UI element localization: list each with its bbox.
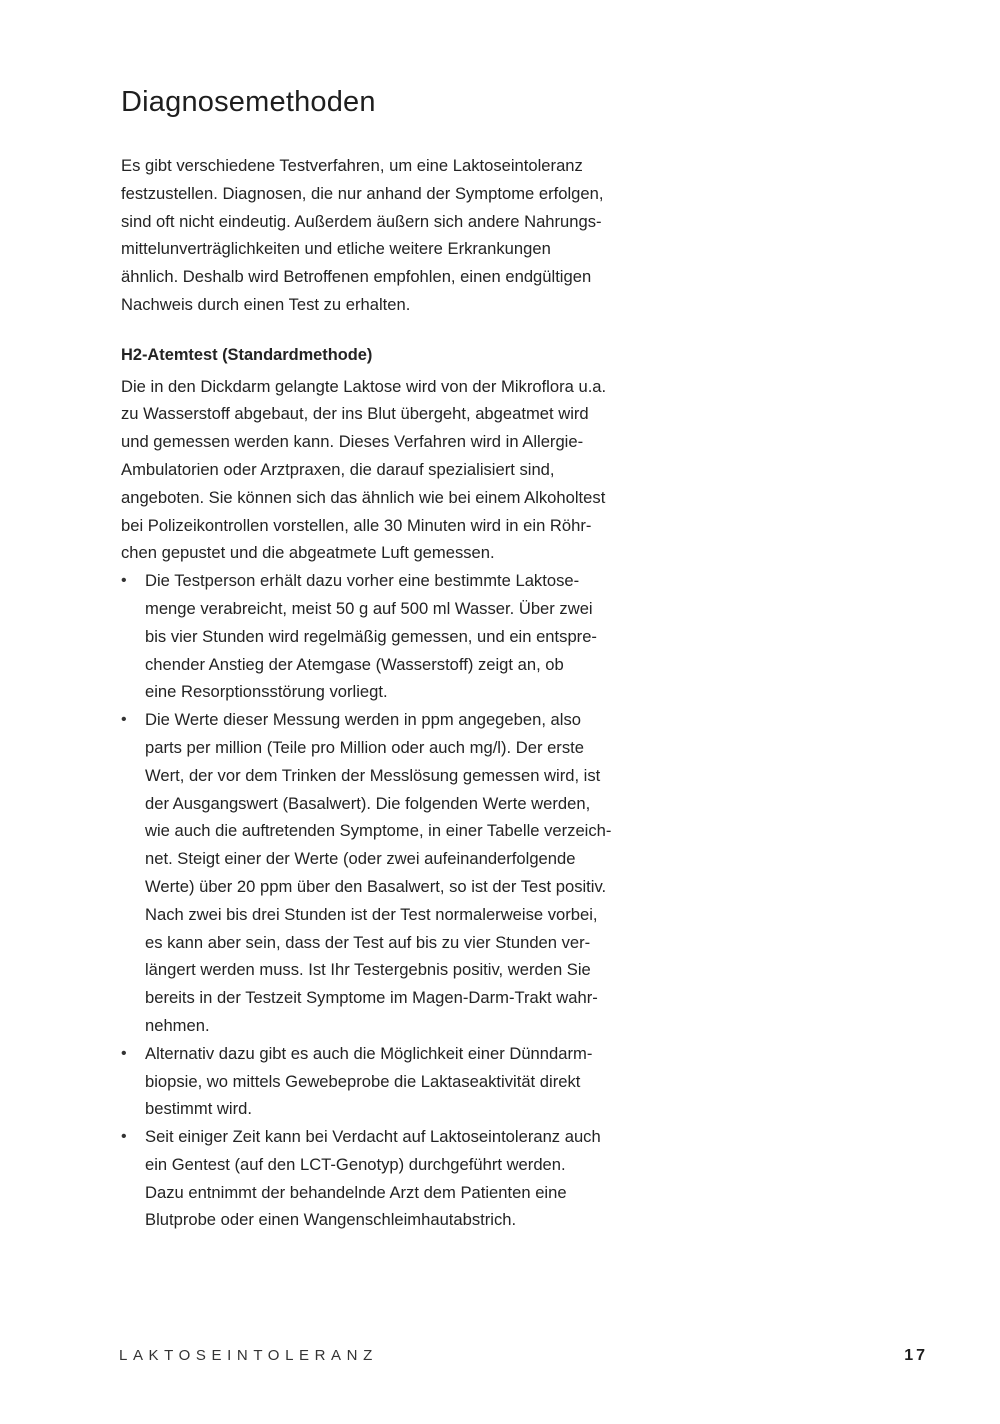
- section-line: zu Wasserstoff abgebaut, der ins Blut übergeht, abgeatmet wird: [121, 404, 589, 424]
- bullet-item: [121, 1040, 681, 1123]
- intro-line: festzustellen. Diagnosen, die nur anhand der Symptome erfolgen,: [121, 183, 604, 203]
- section-line: und gemessen werden kann. Dieses Verfahren wird in Allergie-: [121, 432, 584, 452]
- bullet-line: Die Testperson erhält dazu vorher eine bestimmte Laktose-: [145, 571, 580, 591]
- intro-line: mittelunverträglichkeiten und etliche weitere Erkrankungen: [121, 239, 551, 259]
- bullet-item: [121, 706, 681, 1040]
- bullet-line: nehmen.: [145, 1015, 210, 1035]
- bullet-line: es kann aber sein, dass der Test auf bis zu vier Stunden ver-: [145, 932, 591, 952]
- section-paragraph: [121, 373, 681, 568]
- bullet-line: Wert, der vor dem Trinken der Messlösung gemessen wird, ist: [145, 765, 601, 785]
- bullet-line: Dazu entnimmt der behandelnde Arzt dem Patienten eine: [145, 1182, 567, 1202]
- bullet-line: Die Werte dieser Messung werden in ppm angegeben, also: [145, 710, 581, 730]
- bullet-line: menge verabreicht, meist 50 g auf 500 ml Wasser. Über zwei: [145, 598, 593, 618]
- bullet-line: bestimmt wird.: [145, 1099, 252, 1119]
- bullet-line: Nach zwei bis drei Stunden ist der Test normalerweise vorbei,: [145, 904, 598, 924]
- bullet-line: Alternativ dazu gibt es auch die Möglichkeit einer Dünndarm-: [145, 1043, 593, 1063]
- running-footer-title: LAKTOSEINTOLERANZ: [119, 1347, 378, 1364]
- intro-line: Es gibt verschiedene Testverfahren, um eine Laktoseintoleranz: [121, 156, 583, 175]
- bullet-marker: •: [121, 711, 127, 729]
- intro-line: sind oft nicht eindeutig. Außerdem äußern sich andere Nahrungs-: [121, 211, 602, 231]
- bullet-line: chender Anstieg der Atemgase (Wasserstoff) zeigt an, ob: [145, 654, 564, 674]
- bullet-item: [121, 1123, 681, 1234]
- bullet-line: eine Resorptionsstörung vorliegt.: [145, 682, 388, 702]
- bullet-text: [145, 1040, 681, 1123]
- bullet-text: [145, 1123, 681, 1234]
- bullet-line: bereits in der Testzeit Symptome im Magen-Darm-Trakt wahr-: [145, 988, 598, 1008]
- page-title: Diagnosemethoden: [121, 86, 376, 118]
- bullet-marker: •: [121, 572, 127, 590]
- section-line: angeboten. Sie können sich das ähnlich wie bei einem Alkoholtest: [121, 487, 606, 507]
- bullet-marker: •: [121, 1044, 127, 1062]
- bullet-marker: •: [121, 1128, 127, 1146]
- section-line: chen gepustet und die abgeatmete Luft gemessen.: [121, 543, 495, 563]
- bullet-line: der Ausgangswert (Basalwert). Die folgenden Werte werden,: [145, 793, 591, 813]
- bullet-text: [145, 567, 681, 706]
- section-line: Die in den Dickdarm gelangte Laktose wird von der Mikroflora u.a.: [121, 376, 607, 396]
- bullet-line: biopsie, wo mittels Gewebeprobe die Laktaseaktivität direkt: [145, 1071, 581, 1091]
- bullet-list: [121, 567, 681, 1234]
- bullet-item: [121, 567, 681, 706]
- bullet-line: wie auch die auftretenden Symptome, in einer Tabelle verzeich-: [145, 821, 612, 841]
- bullet-line: ein Gentest (auf den LCT-Genotyp) durchgeführt werden.: [145, 1154, 566, 1174]
- bullet-line: parts per million (Teile pro Million oder auch mg/l). Der erste: [145, 737, 584, 757]
- bullet-line: Seit einiger Zeit kann bei Verdacht auf Laktoseintoleranz auch: [145, 1127, 601, 1147]
- bullet-line: Blutprobe oder einen Wangenschleimhautabstrich.: [145, 1210, 517, 1230]
- bullet-line: net. Steigt einer der Werte (oder zwei aufeinanderfolgende: [145, 849, 576, 869]
- intro-line: ähnlich. Deshalb wird Betroffenen empfohlen, einen endgültigen: [121, 267, 592, 287]
- page-content: [121, 82, 681, 1234]
- section-line: bei Polizeikontrollen vorstellen, alle 30 Minuten wird in ein Röhr-: [121, 515, 592, 535]
- intro-line: Nachweis durch einen Test zu erhalten.: [121, 294, 411, 314]
- section-line: Ambulatorien oder Arztpraxen, die darauf spezialisiert sind,: [121, 459, 555, 479]
- page-number: 17: [904, 1347, 928, 1364]
- bullet-line: bis vier Stunden wird regelmäßig gemessen, und ein entspre-: [145, 626, 597, 646]
- intro-paragraph: [121, 152, 681, 319]
- bullet-text: [145, 706, 681, 1040]
- section-heading: H2-Atemtest (Standardmethode): [121, 345, 373, 364]
- bullet-line: Werte) über 20 ppm über den Basalwert, so ist der Test positiv.: [145, 876, 607, 896]
- bullet-line: längert werden muss. Ist Ihr Testergebnis positiv, werden Sie: [145, 960, 591, 980]
